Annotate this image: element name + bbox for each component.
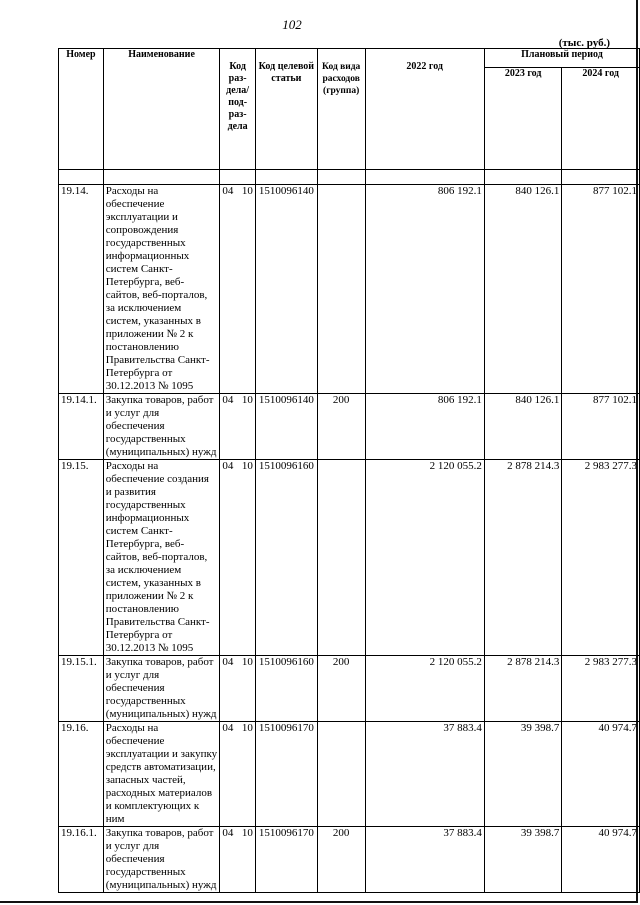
units-note: (тыс. руб.) [558, 37, 610, 49]
row-section-code: 04 10 [220, 827, 256, 893]
row-expense-type [317, 460, 365, 656]
row-value-2023: 840 126.1 [484, 394, 562, 460]
row-number: 19.16.1. [59, 827, 104, 893]
row-value-2023: 2 878 214.3 [484, 460, 562, 656]
row-target-article: 1510096140 [255, 394, 317, 460]
row-name: Расходы на обеспечение создания и развития государственных информационных систем Санкт-Петербурга, веб-сайтов, веб-порталов, за исключением систем, указанных в приложении № 2 к постановлению Правительства Санкт-Петербурга от 30.12.2013 № 1095 [103, 460, 220, 656]
row-section-code: 04 10 [220, 394, 256, 460]
header-year-2023: 2023 год [484, 68, 562, 170]
row-value-2023: 840 126.1 [484, 185, 562, 394]
row-value-2023: 39 398.7 [484, 722, 562, 827]
table-row [59, 656, 640, 722]
row-value-2024: 2 983 277.3 [562, 656, 640, 722]
table-row [59, 460, 640, 656]
row-name: Расходы на обеспечение эксплуатации и закупку средств автоматизации, запасных частей, расходных материалов и комплектующих к ним [103, 722, 220, 827]
row-target-article: 1510096160 [255, 656, 317, 722]
table-row [59, 394, 640, 460]
row-value-2024: 40 974.7 [562, 722, 640, 827]
header-year-2024: 2024 год [562, 68, 640, 170]
row-target-article: 1510096160 [255, 460, 317, 656]
table-row [59, 827, 640, 893]
spacer-row [59, 170, 640, 185]
header-number: Номер [59, 49, 104, 170]
row-number: 19.16. [59, 722, 104, 827]
header-target-article-code: Код целевой статьи [255, 49, 317, 170]
row-number: 19.14.1. [59, 394, 104, 460]
row-name: Закупка товаров, работ и услуг для обеспечения государственных (муниципальных) нужд [103, 394, 220, 460]
row-value-2022: 806 192.1 [365, 394, 484, 460]
row-name: Расходы на обеспечение эксплуатации и сопровождения государственных информационных систем Санкт-Петербурга, веб-сайтов, веб-порталов, за исключением систем, указанных в приложении № 2 к постановлению Правительства Санкт-Петербурга от 30.12.2013 № 1095 [103, 185, 220, 394]
header-name: Наименование [103, 49, 220, 170]
header-planning-period: Плановый период [484, 49, 639, 68]
row-number: 19.15.1. [59, 656, 104, 722]
row-value-2024: 2 983 277.3 [562, 460, 640, 656]
row-expense-type [317, 722, 365, 827]
row-value-2023: 2 878 214.3 [484, 656, 562, 722]
header-year-2022: 2022 год [365, 49, 484, 170]
row-section-code: 04 10 [220, 656, 256, 722]
row-value-2022: 37 883.4 [365, 827, 484, 893]
row-value-2022: 2 120 055.2 [365, 460, 484, 656]
row-number: 19.15. [59, 460, 104, 656]
table-row [59, 722, 640, 827]
row-section-code: 04 10 [220, 185, 256, 394]
table-row [59, 185, 640, 394]
header-section-code: Код раз-дела/ под-раз-дела [220, 49, 256, 170]
row-value-2022: 806 192.1 [365, 185, 484, 394]
row-value-2022: 2 120 055.2 [365, 656, 484, 722]
row-value-2024: 40 974.7 [562, 827, 640, 893]
row-section-code: 04 10 [220, 460, 256, 656]
row-expense-type: 200 [317, 656, 365, 722]
header-expense-type-code: Код вида расходов (группа) [317, 49, 365, 170]
budget-table [58, 48, 640, 893]
row-value-2024: 877 102.1 [562, 185, 640, 394]
row-target-article: 1510096170 [255, 827, 317, 893]
row-value-2022: 37 883.4 [365, 722, 484, 827]
row-name: Закупка товаров, работ и услуг для обеспечения государственных (муниципальных) нужд [103, 827, 220, 893]
row-section-code: 04 10 [220, 722, 256, 827]
row-name: Закупка товаров, работ и услуг для обеспечения государственных (муниципальных) нужд [103, 656, 220, 722]
row-expense-type [317, 185, 365, 394]
row-expense-type: 200 [317, 394, 365, 460]
row-value-2023: 39 398.7 [484, 827, 562, 893]
page-number: 102 [282, 17, 302, 32]
row-target-article: 1510096140 [255, 185, 317, 394]
row-target-article: 1510096170 [255, 722, 317, 827]
row-number: 19.14. [59, 185, 104, 394]
row-expense-type: 200 [317, 827, 365, 893]
row-value-2024: 877 102.1 [562, 394, 640, 460]
table-body [59, 170, 640, 893]
